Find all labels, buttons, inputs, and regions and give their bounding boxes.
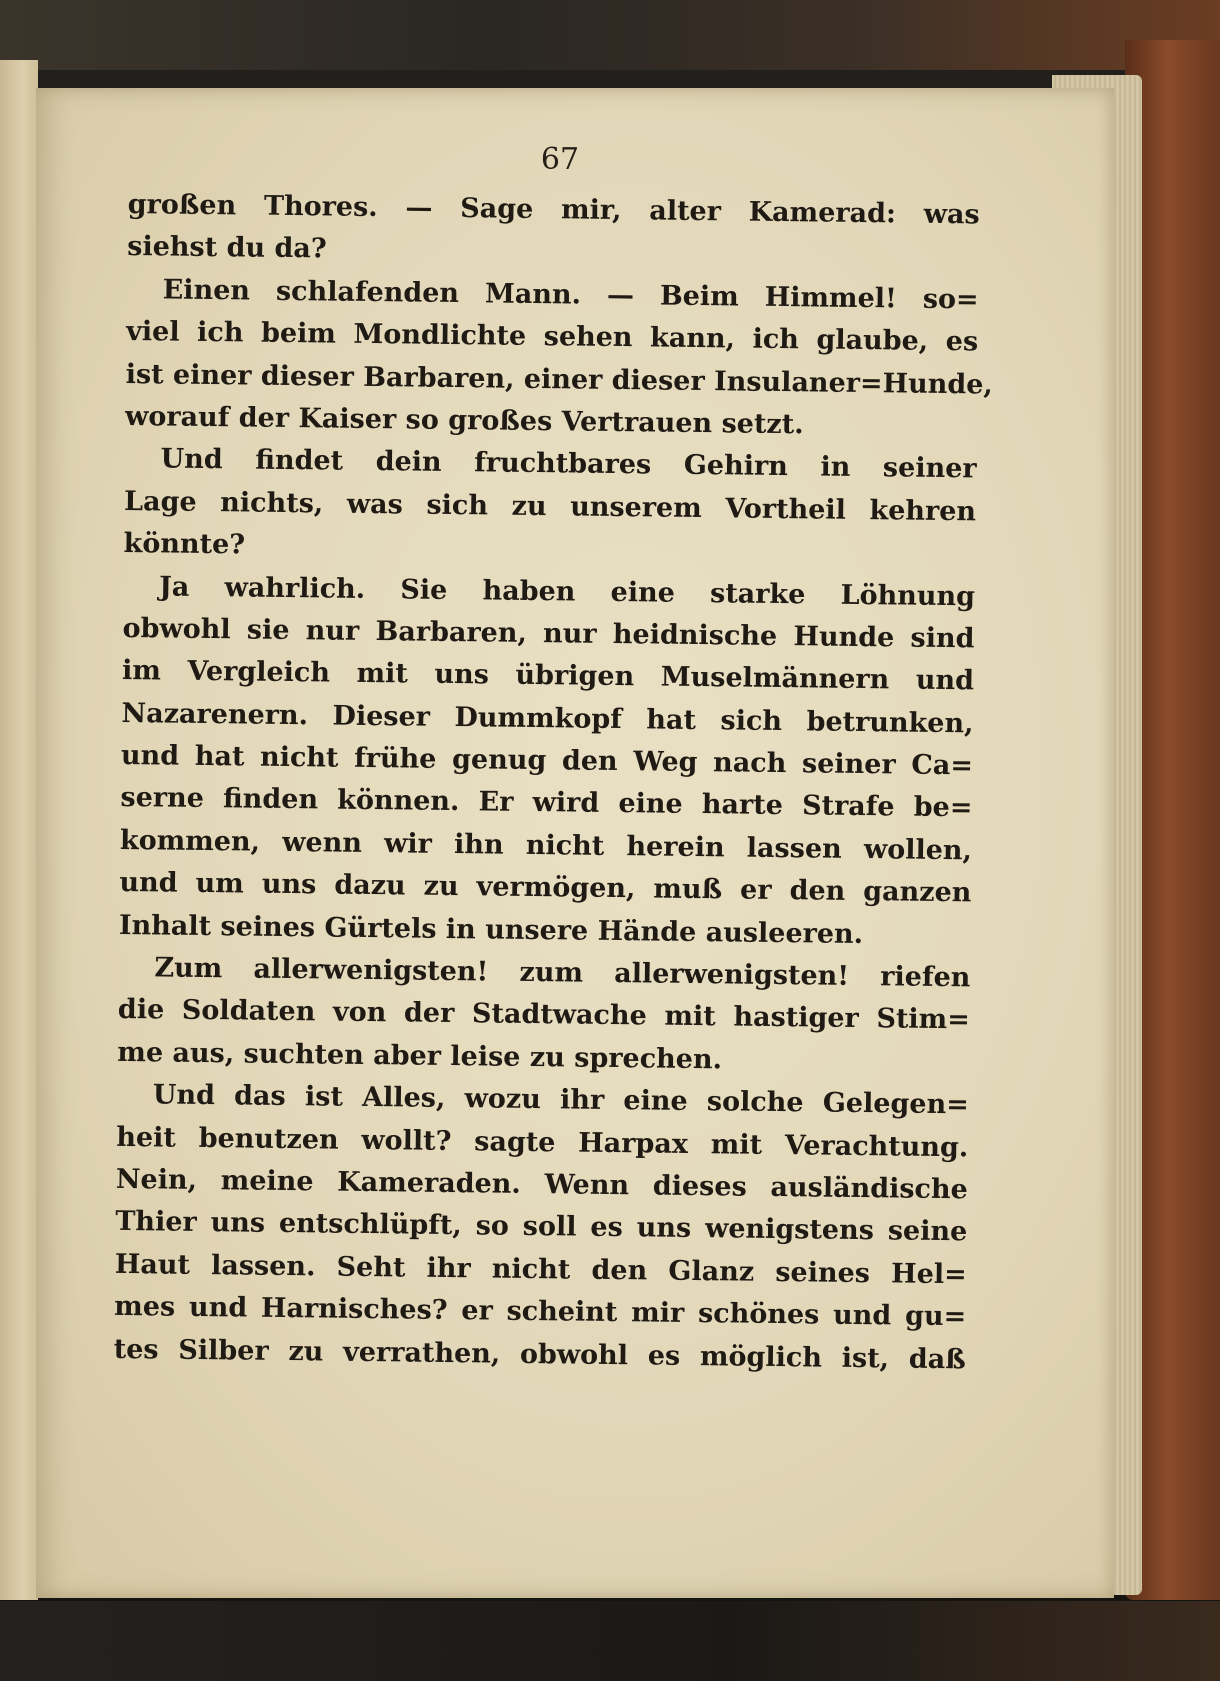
text-line: Inhalt seines Gürtels in unsere Hände ausleeren. (118, 909, 864, 950)
text-line: Ja wahrlich. Sie haben eine starke Löhnung (158, 570, 976, 612)
text-line: Und findet dein fruchtbares Gehirn in seiner (160, 443, 977, 485)
text-line: heit benutzen wollt? sagte Harpax mit Verachtung. (116, 1121, 969, 1163)
text-line: Und das ist Alles, wozu ihr eine solche Gelegen= (152, 1079, 969, 1121)
page-text (113, 184, 993, 1381)
text-line: im Vergleich mit uns übrigen Muselmännern und (121, 655, 975, 697)
text-line: worauf der Kaiser so großes Vertrauen setzt. (124, 400, 804, 441)
text-line: siehst du da? (127, 231, 327, 265)
text-line: me aus, suchten aber leise zu sprechen. (117, 1036, 723, 1076)
text-line: tes Silber zu verrathen, obwohl es möglich ist, daß (113, 1333, 966, 1375)
text-line: großen Thores. — Sage mir, alter Kamerad: was (127, 188, 980, 231)
page-number: 67 (540, 142, 580, 177)
text-line: die Soldaten von der Stadtwache mit hastiger Stim= (117, 994, 971, 1036)
text-line: und um uns dazu zu vermögen, muß er den ganzen (119, 867, 972, 909)
book-cover-bottom (0, 1601, 1220, 1681)
text-line: ist einer dieser Barbaren, einer dieser Insulaner=Hunde, (125, 358, 993, 401)
text-line: Einen schlafenden Mann. — Beim Himmel! so= (162, 274, 979, 316)
text-line: Nazarenern. Dieser Dummkopf hat sich betrunken, (121, 697, 974, 740)
text-line: kommen, wenn wir ihn nicht herein lassen wollen, (119, 824, 973, 867)
text-line: und hat nicht frühe genug den Weg nach seiner Ca= (120, 740, 974, 782)
text-line: Thier uns entschlüpft, so soll es uns wenigstens seine (115, 1206, 968, 1248)
text-line: Nein, meine Kameraden. Wenn dieses ausländische (115, 1163, 968, 1206)
text-line: viel ich beim Mondlichte sehen kann, ich glaube, es (126, 316, 979, 358)
text-line: serne finden können. Er wird eine harte Strafe be= (120, 782, 973, 824)
text-line: Zum allerwenigsten! zum allerwenigsten! riefen (154, 952, 971, 994)
text-line: Lage nichts, was sich zu unserem Vortheil kehren (123, 485, 977, 528)
book-cover-top (0, 0, 1220, 70)
text-line: mes und Harnisches? er scheint mir schönes und gu= (114, 1291, 967, 1333)
text-line: obwohl sie nur Barbaren, nur heidnische Hunde sind (122, 612, 975, 655)
book-cover-left (0, 60, 38, 1600)
text-line: könnte? (123, 528, 246, 561)
text-line: Haut lassen. Seht ihr nicht den Glanz seines Hel= (114, 1248, 967, 1291)
